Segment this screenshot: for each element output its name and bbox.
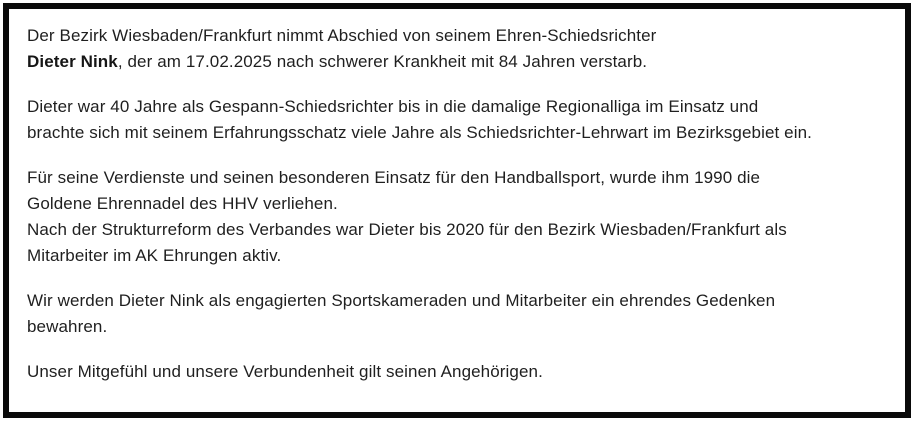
text-line: brachte sich mit seinem Erfahrungsschatz viele Jahre als Schiedsrichter-Lehrwart im Bezirksgebiet ein. — [27, 123, 812, 142]
obituary-honors-paragraph — [27, 165, 887, 269]
text-line: Dieter war 40 Jahre als Gespann-Schiedsrichter bis in die damalige Regionalliga im Einsatz und — [27, 97, 759, 116]
death-details-text: , der am 17.02.2025 nach schwerer Krankheit mit 84 Jahren verstarb. — [117, 52, 648, 71]
obituary-notice-box — [3, 3, 911, 418]
text-line: Mitarbeiter im AK Ehrungen aktiv. — [27, 246, 282, 265]
text-line — [27, 49, 887, 75]
text-line: Für seine Verdienste und seinen besonderen Einsatz für den Handballsport, wurde ihm 1990 die — [27, 168, 761, 187]
obituary-opening-paragraph — [27, 23, 887, 75]
text-line: Nach der Strukturreform des Verbandes war Dieter bis 2020 für den Bezirk Wiesbaden/Frankfurt als — [27, 220, 787, 239]
text-line: Der Bezirk Wiesbaden/Frankfurt nimmt Abschied von seinem Ehren-Schiedsrichter — [27, 26, 657, 45]
text-line: bewahren. — [27, 317, 108, 336]
obituary-remembrance-paragraph — [27, 288, 887, 340]
text-line: Unser Mitgefühl und unsere Verbundenheit gilt seinen Angehörigen. — [27, 362, 543, 381]
deceased-name: Dieter Nink — [27, 52, 118, 71]
text-line: Wir werden Dieter Nink als engagierten Sportskameraden und Mitarbeiter ein ehrendes Gedenken — [27, 291, 776, 310]
obituary-career-paragraph — [27, 94, 887, 146]
obituary-condolence-paragraph — [27, 359, 887, 385]
text-line: Goldene Ehrennadel des HHV verliehen. — [27, 194, 338, 213]
